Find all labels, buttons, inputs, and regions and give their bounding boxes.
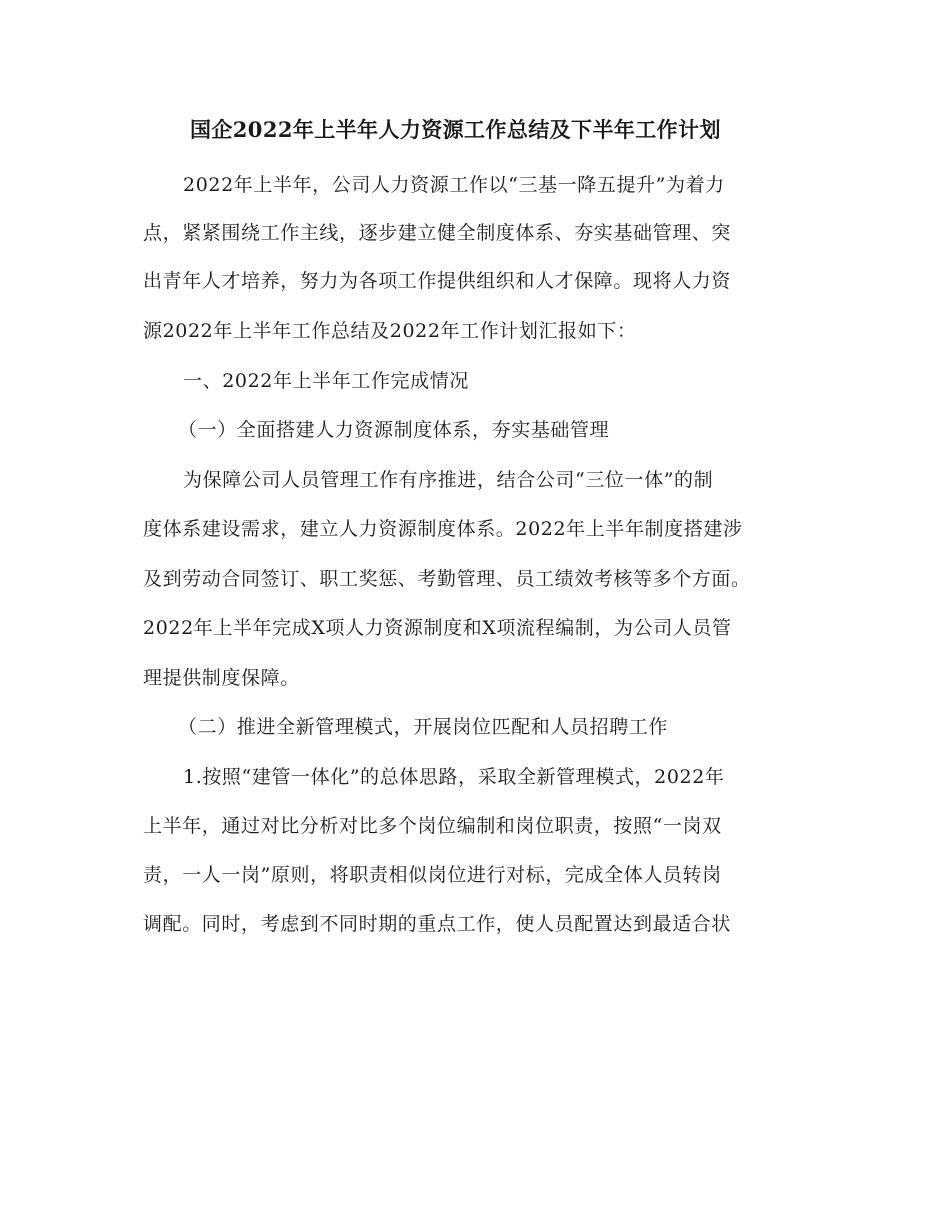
paragraph-line: 2022年上半年，公司人力资源工作以“三基一降五提升”为着力 [183,174,725,196]
paragraph-line: 出青年人才培养，努力为各项工作提供组织和人才保障。现将人力资 [143,270,732,292]
paragraph-line: 责，一人一岗”原则，将职责相似岗位进行对标，完成全体人员转岗 [143,864,722,886]
paragraph-line: 1.按照“建管一体化”的总体思路，采取全新管理模式，2022年 [183,766,725,788]
subsection-heading: （一）全面搭建人力资源制度体系，夯实基础管理 [178,419,610,441]
paragraph-line: 上半年，通过对比分析对比多个岗位编制和岗位职责，按照“一岗双 [143,815,722,837]
paragraph-line: 理提供制度保障。 [143,667,300,689]
paragraph-line: 为保障公司人员管理工作有序推进，结合公司“三位一体”的制 [183,469,714,491]
document-title: 国企2022年上半年人力资源工作总结及下半年工作计划 [190,117,721,142]
paragraph-line: 及到劳动合同签订、职工奖惩、考勤管理、员工绩效考核等多个方面。 [143,568,751,590]
paragraph-line: 2022年上半年完成X项人力资源制度和X项流程编制，为公司人员管 [143,617,732,639]
paragraph-line: 源2022年上半年工作总结及2022年工作计划汇报如下： [143,320,637,342]
subsection-heading: （二）推进全新管理模式，开展岗位匹配和人员招聘工作 [178,716,669,738]
paragraph-line: 点，紧紧围绕工作主线，逐步建立健全制度体系、夯实基础管理、突 [143,222,732,244]
paragraph-line: 调配。同时，考虑到不同时期的重点工作，使人员配置达到最适合状 [143,913,732,935]
paragraph-line: 度体系建设需求，建立人力资源制度体系。2022年上半年制度搭建涉 [143,518,743,540]
section-heading: 一、2022年上半年工作完成情况 [183,370,469,392]
